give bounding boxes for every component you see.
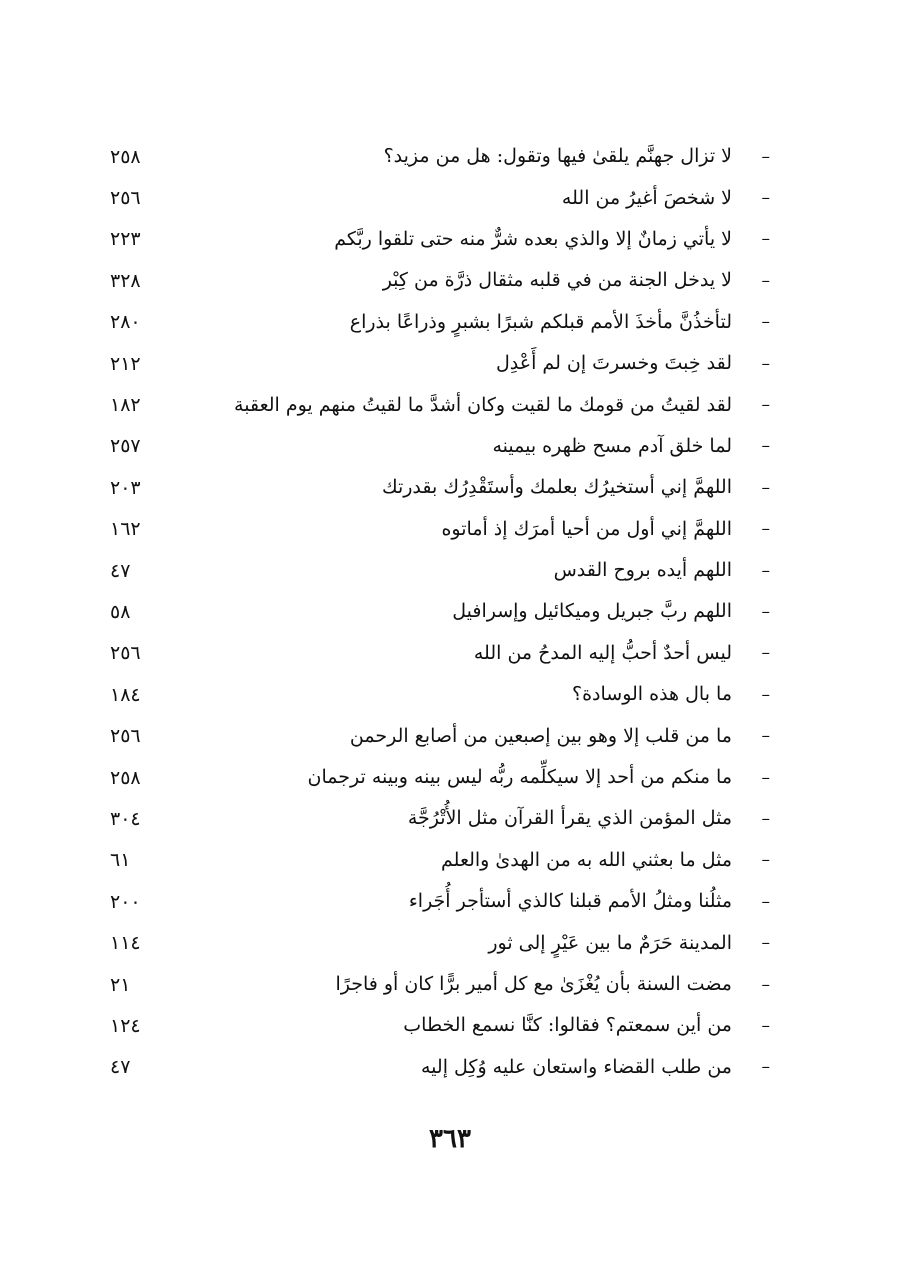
entry-text: لا شخصَ أغيرُ من الله: [561, 186, 732, 209]
entry-text: لقد خِبتَ وخسرتَ إن لم أَعْدِل: [495, 352, 732, 375]
index-entry: [110, 509, 770, 550]
entry-page-ref: ٢٠٣: [110, 476, 141, 499]
entry-text: مثلُنا ومثلُ الأمم قبلنا كالذي أستأجر أُجَراء: [408, 890, 732, 913]
entry-text: من أين سمعتم؟ فقالوا: كنَّا نسمع الخطاب: [403, 1014, 732, 1037]
entry-dash: –: [761, 560, 770, 581]
entry-main: [441, 850, 770, 870]
entry-page-ref: ٤٧: [110, 1056, 131, 1079]
entry-dash: –: [761, 395, 770, 416]
entry-main: [421, 1057, 770, 1077]
entry-dash: –: [761, 353, 770, 374]
index-entry: [110, 384, 770, 425]
entry-main: [452, 602, 770, 622]
entry-dash: –: [761, 643, 770, 664]
entry-dash: –: [761, 188, 770, 209]
entry-page-ref: ١٢٤: [110, 1014, 141, 1037]
entry-main: [335, 975, 770, 995]
entry-page-ref: ٣٢٨: [110, 269, 141, 292]
entry-page-ref: ٦١: [110, 849, 131, 872]
entry-main: [572, 685, 770, 705]
entry-main: [562, 188, 770, 208]
entry-page-ref: ١٨٤: [110, 683, 141, 706]
index-entry: [110, 260, 770, 301]
index-entry: [110, 1047, 770, 1088]
entry-dash: –: [761, 808, 770, 829]
entry-page-ref: ٢١: [110, 973, 131, 996]
page-number: ٣٦٣: [429, 1124, 471, 1154]
entry-dash: –: [761, 519, 770, 540]
entry-text: لما خلق آدم مسح ظهره بيمينه: [492, 434, 732, 457]
entry-text: اللهمَّ إني أول من أحيا أمرَك إذ أماتوه: [441, 517, 732, 540]
entry-main: [474, 643, 770, 663]
entry-text: لتأخذُنَّ مأخذَ الأمم قبلكم شبرًا بشبرٍ وذراعًا بذراع: [349, 310, 732, 333]
entry-dash: –: [761, 270, 770, 291]
index-entry: [110, 467, 770, 508]
entry-text: اللهم ربَّ جبريل وميكائيل وإسرافيل: [452, 600, 732, 623]
entry-page-ref: ٤٧: [110, 559, 131, 582]
entry-page-ref: ٢٥٧: [110, 435, 141, 458]
entry-text: ليس أحدٌ أحبُّ إليه المدحُ من الله: [473, 641, 732, 664]
entry-dash: –: [761, 1015, 770, 1036]
entry-page-ref: ٢٥٦: [110, 642, 141, 665]
index-entry: [110, 633, 770, 674]
entry-main: [441, 519, 770, 539]
entry-page-ref: ١١٤: [110, 932, 141, 955]
entry-dash: –: [761, 684, 770, 705]
entry-dash: –: [761, 767, 770, 788]
entry-main: [409, 892, 770, 912]
entry-dash: –: [761, 601, 770, 622]
index-entry: [110, 798, 770, 839]
entry-main: [350, 312, 770, 332]
entry-page-ref: ٢٥٦: [110, 187, 141, 210]
index-entry: [110, 922, 770, 963]
entry-main: [488, 933, 770, 953]
entry-text: ما منكم من أحد إلا سيكلِّمه ربُّه ليس بينه وبينه ترجمان: [307, 766, 732, 789]
entry-main: [308, 768, 770, 788]
entry-text: اللهمَّ إني أستخيرُك بعلمك وأستَقْدِرُك بقدرتك: [381, 476, 732, 499]
entry-page-ref: ٣٠٤: [110, 807, 141, 830]
entry-text: ما بال هذه الوسادة؟: [571, 683, 732, 706]
entry-main: [384, 147, 770, 167]
index-entry: [110, 964, 770, 1005]
entry-text: المدينة حَرَمٌ ما بين عَيْرٍ إلى ثور: [488, 931, 732, 954]
entry-text: مثل ما بعثني الله به من الهدىٰ والعلم: [441, 848, 732, 871]
entry-page-ref: ٢٥٦: [110, 725, 141, 748]
entry-page-ref: ٢٨٠: [110, 311, 141, 334]
entry-text: مثل المؤمن الذي يقرأ القرآن مثل الأُتْرُجَّة: [407, 807, 732, 830]
entry-text: لقد لقيتُ من قومك ما لقيت وكان أشدَّ ما لقيتُ منهم يوم العقبة: [234, 393, 732, 416]
index-list: [110, 136, 770, 1088]
entry-dash: –: [761, 974, 770, 995]
entry-dash: –: [761, 312, 770, 333]
entry-main: [334, 229, 770, 249]
entry-text: لا يأتي زمانٌ إلا والذي بعده شرٌّ منه حتى تلقوا ربَّكم: [334, 227, 732, 250]
index-entry: [110, 302, 770, 343]
entry-main: [554, 561, 770, 581]
entry-dash: –: [761, 726, 770, 747]
entry-main: [234, 395, 770, 415]
entry-page-ref: ٢٥٨: [110, 766, 141, 789]
index-entry: [110, 136, 770, 177]
entry-page-ref: ٢٠٠: [110, 890, 141, 913]
index-entry: [110, 550, 770, 591]
index-entry: [110, 177, 770, 218]
index-entry: [110, 840, 770, 881]
index-entry: [110, 591, 770, 632]
entry-page-ref: ٢٢٣: [110, 228, 141, 251]
index-entry: [110, 219, 770, 260]
entry-main: [496, 354, 770, 374]
entry-dash: –: [761, 850, 770, 871]
entry-dash: –: [761, 146, 770, 167]
entry-dash: –: [761, 933, 770, 954]
entry-text: اللهم أيده بروح القدس: [553, 559, 732, 582]
entry-main: [403, 1016, 770, 1036]
index-entry: [110, 674, 770, 715]
entry-page-ref: ٢١٢: [110, 352, 141, 375]
index-entry: [110, 715, 770, 756]
entry-text: لا تزال جهنَّم يلقىٰ فيها وتقول: هل من مزيد؟: [383, 145, 732, 168]
index-entry: [110, 343, 770, 384]
index-entry: [110, 426, 770, 467]
entry-main: [492, 436, 770, 456]
entry-page-ref: ١٦٢: [110, 518, 141, 541]
entry-main: [382, 478, 770, 498]
entry-dash: –: [761, 477, 770, 498]
index-entry: [110, 1005, 770, 1046]
entry-main: [383, 271, 770, 291]
entry-main: [408, 809, 770, 829]
entry-page-ref: ٥٨: [110, 600, 131, 623]
entry-page-ref: ٢٥٨: [110, 145, 141, 168]
entry-dash: –: [761, 229, 770, 250]
index-entry: [110, 881, 770, 922]
entry-text: من طلب القضاء واستعان عليه وُكِل إليه: [421, 1055, 732, 1078]
entry-main: [350, 726, 770, 746]
entry-dash: –: [761, 1057, 770, 1078]
entry-dash: –: [761, 436, 770, 457]
entry-text: لا يدخل الجنة من في قلبه مثقال ذرَّة من كِبْر: [382, 269, 732, 292]
entry-text: مضت السنة بأن يُغْزَىٰ مع كل أمير برًّا كان أو فاجرًا: [335, 973, 732, 995]
entry-dash: –: [761, 891, 770, 912]
index-entry: [110, 757, 770, 798]
entry-text: ما من قلب إلا وهو بين إصبعين من أصابع الرحمن: [349, 724, 732, 747]
entry-page-ref: ١٨٢: [110, 394, 141, 417]
